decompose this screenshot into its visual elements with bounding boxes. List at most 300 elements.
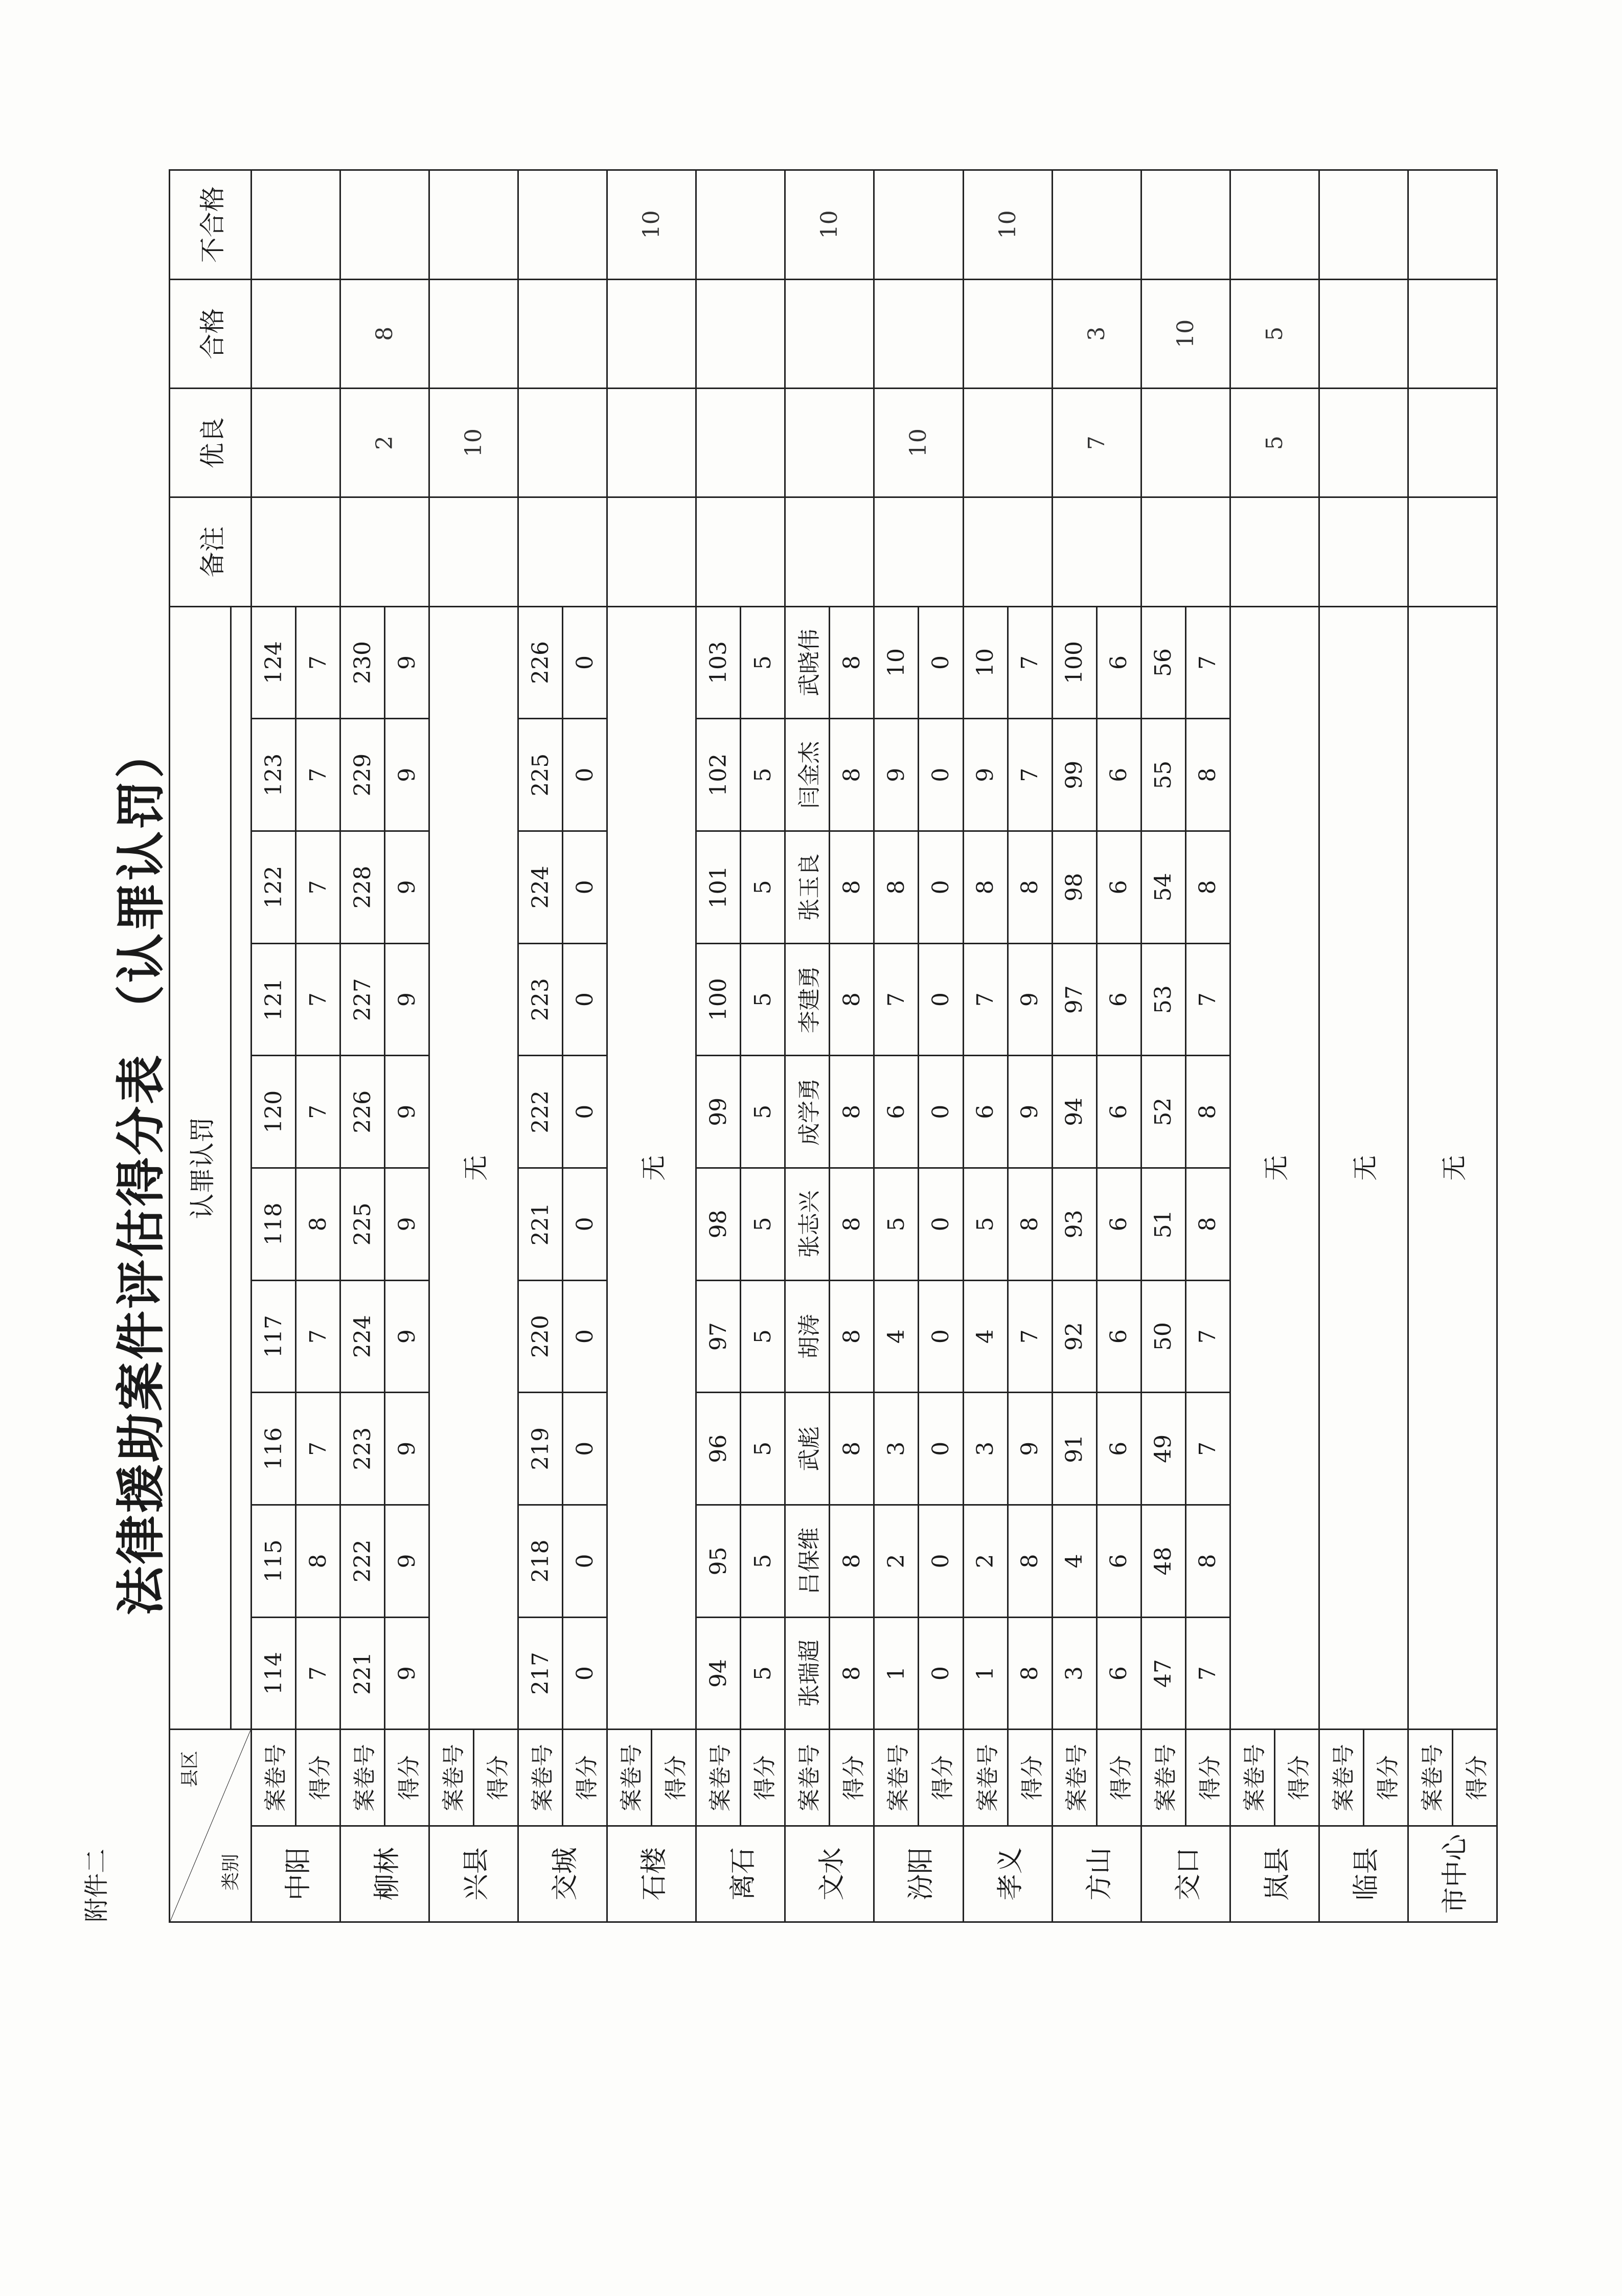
county-name: 临县 (1319, 1826, 1408, 1922)
score-cell: 5 (741, 1617, 785, 1730)
case-number-cell: 李建勇 (785, 943, 830, 1056)
case-number-cell: 1 (874, 1617, 919, 1730)
score-cell: 8 (830, 1280, 874, 1393)
case-number-cell: 92 (1052, 1280, 1096, 1393)
case-number-cell: 2 (874, 1505, 919, 1618)
table-row (1052, 170, 1096, 1922)
case-no-label: 案卷号 (340, 1730, 385, 1826)
score-cell: 8 (1008, 831, 1052, 944)
score-label: 得分 (1452, 1730, 1497, 1826)
county-name: 离石 (696, 1826, 785, 1922)
case-number-cell: 93 (1052, 1168, 1096, 1281)
score-label: 得分 (1363, 1730, 1408, 1826)
excellent-count (696, 388, 785, 497)
score-cell: 8 (830, 1056, 874, 1168)
score-cell: 0 (563, 1617, 607, 1730)
score-cell: 9 (1008, 1056, 1052, 1168)
none-cell: 无 (429, 606, 518, 1730)
case-number-cell: 225 (340, 1168, 385, 1281)
unqualified-count: 10 (963, 170, 1052, 280)
county-name: 交城 (518, 1826, 607, 1922)
score-cell: 7 (1185, 606, 1230, 719)
unqualified-count (696, 170, 785, 280)
excellent-header: 优良 (170, 388, 252, 497)
score-cell: 0 (919, 831, 963, 944)
score-cell: 8 (1185, 1056, 1230, 1168)
case-number-cell: 226 (518, 606, 563, 719)
case-number-cell: 10 (874, 606, 919, 719)
case-number-cell: 成学勇 (785, 1056, 830, 1168)
excellent-count: 7 (1052, 388, 1141, 497)
score-cell: 7 (1185, 943, 1230, 1056)
case-number-cell: 5 (963, 1168, 1008, 1281)
score-cell: 0 (563, 831, 607, 944)
case-number-cell: 124 (252, 606, 296, 719)
case-number-cell: 118 (252, 1168, 296, 1281)
table-row (518, 170, 563, 1922)
excellent-count (1319, 388, 1408, 497)
score-cell: 9 (385, 1280, 429, 1393)
case-number-cell: 张志兴 (785, 1168, 830, 1281)
table-row (429, 170, 474, 1922)
score-cell: 9 (385, 943, 429, 1056)
unqualified-count (874, 170, 963, 280)
score-cell: 8 (830, 1617, 874, 1730)
case-number-cell: 武晓伟 (785, 606, 830, 719)
score-cell: 8 (1008, 1617, 1052, 1730)
score-cell: 6 (1096, 831, 1141, 944)
case-number-cell: 222 (340, 1505, 385, 1618)
score-label: 得分 (385, 1730, 429, 1826)
excellent-count: 5 (1230, 388, 1319, 497)
county-name: 交口 (1141, 1826, 1230, 1922)
qualified-count: 3 (1052, 279, 1141, 388)
case-number-cell: 219 (518, 1393, 563, 1505)
county-name: 方山 (1052, 1826, 1141, 1922)
unqualified-count (252, 170, 340, 280)
score-cell: 8 (296, 1168, 340, 1281)
case-number-cell: 6 (874, 1056, 919, 1168)
case-number-cell: 227 (340, 943, 385, 1056)
score-cell: 0 (919, 943, 963, 1056)
score-cell: 0 (563, 1393, 607, 1505)
score-cell: 7 (1008, 1280, 1052, 1393)
score-cell: 8 (1008, 1505, 1052, 1618)
score-cell: 8 (830, 1168, 874, 1281)
case-number-cell: 9 (874, 719, 919, 831)
qualified-count: 8 (340, 279, 429, 388)
excellent-count (785, 388, 874, 497)
score-label: 得分 (741, 1730, 785, 1826)
case-number-cell: 3 (1052, 1617, 1096, 1730)
case-number-cell: 230 (340, 606, 385, 719)
unqualified-count (1230, 170, 1319, 280)
case-number-cell: 9 (963, 719, 1008, 831)
county-name: 石楼 (607, 1826, 696, 1922)
case-number-cell: 101 (696, 831, 741, 944)
score-cell: 5 (741, 1056, 785, 1168)
score-cell: 8 (1008, 1168, 1052, 1281)
case-number-cell: 221 (518, 1168, 563, 1281)
score-cell: 5 (741, 943, 785, 1056)
table-row (1408, 170, 1452, 1922)
score-cell: 7 (296, 1280, 340, 1393)
case-number-cell: 53 (1141, 943, 1185, 1056)
case-number-cell: 4 (874, 1280, 919, 1393)
county-name: 市中心 (1408, 1826, 1497, 1922)
score-cell: 7 (296, 719, 340, 831)
score-cell: 5 (741, 1168, 785, 1281)
county-name: 汾阳 (874, 1826, 963, 1922)
case-number-cell: 228 (340, 831, 385, 944)
unqualified-count (1319, 170, 1408, 280)
case-number-cell: 96 (696, 1393, 741, 1505)
remark-cell (252, 497, 340, 606)
remark-cell (696, 497, 785, 606)
case-number-cell: 115 (252, 1505, 296, 1618)
score-table (169, 169, 1498, 1923)
case-number-cell: 224 (518, 831, 563, 944)
qualified-count: 5 (1230, 279, 1319, 388)
unqualified-count (1141, 170, 1230, 280)
unqualified-count (340, 170, 429, 280)
score-cell: 9 (385, 1056, 429, 1168)
county-name: 柳林 (340, 1826, 429, 1922)
category-header: 类别 (220, 1853, 241, 1891)
county-name: 中阳 (252, 1826, 340, 1922)
score-cell: 9 (1008, 1393, 1052, 1505)
case-number-cell: 97 (1052, 943, 1096, 1056)
score-cell: 5 (741, 1505, 785, 1618)
score-label: 得分 (474, 1730, 518, 1826)
score-cell: 5 (741, 831, 785, 944)
unqualified-count: 10 (785, 170, 874, 280)
case-number-cell: 99 (696, 1056, 741, 1168)
case-number-cell: 114 (252, 1617, 296, 1730)
case-no-label: 案卷号 (785, 1730, 830, 1826)
case-number-cell: 224 (340, 1280, 385, 1393)
case-number-cell: 50 (1141, 1280, 1185, 1393)
case-number-cell: 49 (1141, 1393, 1185, 1505)
none-cell: 无 (607, 606, 696, 1730)
case-number-cell: 51 (1141, 1168, 1185, 1281)
case-no-label: 案卷号 (963, 1730, 1008, 1826)
case-no-label: 案卷号 (1141, 1730, 1185, 1826)
score-cell: 8 (1185, 719, 1230, 831)
excellent-count (1141, 388, 1230, 497)
table-row (963, 170, 1008, 1922)
case-no-label: 案卷号 (518, 1730, 563, 1826)
score-cell: 9 (385, 1617, 429, 1730)
qualified-count (874, 279, 963, 388)
case-number-cell: 5 (874, 1168, 919, 1281)
qualified-count (429, 279, 518, 388)
unqualified-header: 不合格 (170, 170, 252, 280)
case-number-cell: 98 (1052, 831, 1096, 944)
attachment-label: 附件二 (82, 1848, 111, 1922)
case-number-cell: 94 (1052, 1056, 1096, 1168)
case-number-cell: 4 (963, 1280, 1008, 1393)
score-cell: 7 (296, 606, 340, 719)
county-area-header: 县区 (179, 1751, 200, 1788)
case-number-cell: 120 (252, 1056, 296, 1168)
remark-cell (340, 497, 429, 606)
case-number-cell: 1 (963, 1617, 1008, 1730)
qualified-count (252, 279, 340, 388)
remark-header: 备注 (170, 497, 252, 606)
remark-cell (1141, 497, 1230, 606)
score-cell: 7 (296, 1056, 340, 1168)
score-cell: 0 (919, 1056, 963, 1168)
case-number-cell: 3 (874, 1393, 919, 1505)
case-number-cell: 102 (696, 719, 741, 831)
score-cell: 6 (1096, 1617, 1141, 1730)
excellent-count: 10 (874, 388, 963, 497)
excellent-count (963, 388, 1052, 497)
score-cell: 8 (1185, 1168, 1230, 1281)
case-number-cell: 122 (252, 831, 296, 944)
county-name: 兴县 (429, 1826, 518, 1922)
case-number-cell: 7 (963, 943, 1008, 1056)
case-number-cell: 98 (696, 1168, 741, 1281)
score-cell: 0 (563, 1280, 607, 1393)
case-number-cell: 47 (1141, 1617, 1185, 1730)
case-no-label: 案卷号 (874, 1730, 919, 1826)
table-row (1230, 170, 1274, 1922)
score-cell: 9 (385, 719, 429, 831)
case-number-cell: 225 (518, 719, 563, 831)
score-label: 得分 (1008, 1730, 1052, 1826)
qualified-header: 合格 (170, 279, 252, 388)
score-cell: 0 (919, 606, 963, 719)
score-label: 得分 (1096, 1730, 1141, 1826)
score-cell: 0 (563, 943, 607, 1056)
case-no-label: 案卷号 (1230, 1730, 1274, 1826)
case-number-cell: 10 (963, 606, 1008, 719)
score-cell: 9 (385, 606, 429, 719)
county-name: 文水 (785, 1826, 874, 1922)
group-header: 认罪认罚 (170, 606, 231, 1730)
case-number-cell: 武彪 (785, 1393, 830, 1505)
remark-cell (1052, 497, 1141, 606)
case-number-cell: 闫金杰 (785, 719, 830, 831)
score-cell: 5 (741, 1280, 785, 1393)
case-number-cell: 121 (252, 943, 296, 1056)
case-number-cell: 223 (518, 943, 563, 1056)
excellent-count: 10 (429, 388, 518, 497)
score-cell: 6 (1096, 719, 1141, 831)
case-number-cell: 217 (518, 1617, 563, 1730)
score-cell: 5 (741, 1393, 785, 1505)
score-cell: 9 (385, 1505, 429, 1618)
page-title: 法律援助案件评估得分表 （认罪认罚） (112, 727, 170, 1616)
score-cell: 7 (296, 831, 340, 944)
score-label: 得分 (652, 1730, 696, 1826)
table-row (1141, 170, 1185, 1922)
score-cell: 7 (296, 943, 340, 1056)
case-number-cell: 222 (518, 1056, 563, 1168)
case-number-cell: 吕保维 (785, 1505, 830, 1618)
score-cell: 6 (1096, 1168, 1141, 1281)
case-number-cell: 103 (696, 606, 741, 719)
case-number-cell: 99 (1052, 719, 1096, 831)
score-cell: 6 (1096, 943, 1141, 1056)
remark-cell (963, 497, 1052, 606)
score-cell: 7 (296, 1393, 340, 1505)
case-number-cell: 123 (252, 719, 296, 831)
case-number-cell: 54 (1141, 831, 1185, 944)
case-number-cell: 100 (1052, 606, 1096, 719)
case-number-cell: 91 (1052, 1393, 1096, 1505)
score-cell: 0 (563, 1505, 607, 1618)
case-number-cell: 221 (340, 1617, 385, 1730)
score-label: 得分 (563, 1730, 607, 1826)
unqualified-count (1052, 170, 1141, 280)
score-cell: 7 (1008, 606, 1052, 719)
none-cell: 无 (1408, 606, 1497, 1730)
case-number-cell: 218 (518, 1505, 563, 1618)
score-cell: 6 (1096, 1505, 1141, 1618)
case-number-cell: 56 (1141, 606, 1185, 719)
case-no-label: 案卷号 (696, 1730, 741, 1826)
case-number-cell: 张玉良 (785, 831, 830, 944)
case-number-cell: 8 (874, 831, 919, 944)
case-number-cell: 3 (963, 1393, 1008, 1505)
case-no-label: 案卷号 (1052, 1730, 1096, 1826)
table-row (874, 170, 919, 1922)
score-cell: 0 (919, 1393, 963, 1505)
case-number-cell: 4 (1052, 1505, 1096, 1618)
score-cell: 7 (1185, 1393, 1230, 1505)
case-number-cell: 55 (1141, 719, 1185, 831)
header-corner (170, 1730, 252, 1922)
remark-cell (1319, 497, 1408, 606)
remark-cell (1230, 497, 1319, 606)
case-no-label: 案卷号 (1319, 1730, 1363, 1826)
case-number-cell: 95 (696, 1505, 741, 1618)
qualified-count (518, 279, 607, 388)
score-cell: 8 (830, 1505, 874, 1618)
score-cell: 5 (741, 606, 785, 719)
case-no-label: 案卷号 (252, 1730, 296, 1826)
unqualified-count (518, 170, 607, 280)
table-row (696, 170, 741, 1922)
unqualified-count (1408, 170, 1497, 280)
score-cell: 9 (385, 1168, 429, 1281)
table-row (1319, 170, 1363, 1922)
excellent-count (1408, 388, 1497, 497)
score-cell: 0 (919, 1280, 963, 1393)
none-cell: 无 (1319, 606, 1408, 1730)
remark-cell (607, 497, 696, 606)
unqualified-count (429, 170, 518, 280)
score-cell: 6 (1096, 1393, 1141, 1505)
score-cell: 9 (385, 831, 429, 944)
score-cell: 6 (1096, 1280, 1141, 1393)
case-number-cell: 52 (1141, 1056, 1185, 1168)
excellent-count (518, 388, 607, 497)
score-cell: 0 (563, 1056, 607, 1168)
qualified-count: 10 (1141, 279, 1230, 388)
score-cell: 8 (830, 719, 874, 831)
case-number-cell: 116 (252, 1393, 296, 1505)
score-label: 得分 (830, 1730, 874, 1826)
case-number-cell: 48 (1141, 1505, 1185, 1618)
case-no-label: 案卷号 (1408, 1730, 1452, 1826)
remark-cell (874, 497, 963, 606)
score-cell: 0 (919, 1617, 963, 1730)
case-number-cell: 226 (340, 1056, 385, 1168)
qualified-count (696, 279, 785, 388)
case-number-cell: 8 (963, 831, 1008, 944)
case-no-label: 案卷号 (429, 1730, 474, 1826)
score-cell: 8 (296, 1505, 340, 1618)
qualified-count (1408, 279, 1497, 388)
excellent-count: 2 (340, 388, 429, 497)
county-name: 孝义 (963, 1826, 1052, 1922)
score-cell: 7 (1185, 1280, 1230, 1393)
score-cell: 0 (563, 719, 607, 831)
score-cell: 8 (830, 831, 874, 944)
score-cell: 0 (919, 719, 963, 831)
case-number-cell: 97 (696, 1280, 741, 1393)
case-number-cell: 胡涛 (785, 1280, 830, 1393)
table-row (785, 170, 830, 1922)
qualified-count (1319, 279, 1408, 388)
case-number-cell: 6 (963, 1056, 1008, 1168)
excellent-count (607, 388, 696, 497)
score-cell: 8 (830, 606, 874, 719)
qualified-count (963, 279, 1052, 388)
none-cell: 无 (1230, 606, 1319, 1730)
excellent-count (252, 388, 340, 497)
score-cell: 7 (1008, 719, 1052, 831)
score-cell: 8 (1185, 1505, 1230, 1618)
table-row (340, 170, 385, 1922)
table-row (252, 170, 296, 1922)
table-row (607, 170, 652, 1922)
case-number-cell: 229 (340, 719, 385, 831)
score-cell: 8 (1185, 831, 1230, 944)
case-number-cell: 220 (518, 1280, 563, 1393)
score-cell: 6 (1096, 1056, 1141, 1168)
score-label: 得分 (919, 1730, 963, 1826)
qualified-count (607, 279, 696, 388)
score-cell: 8 (830, 943, 874, 1056)
score-cell: 9 (385, 1393, 429, 1505)
unqualified-count: 10 (607, 170, 696, 280)
score-label: 得分 (1274, 1730, 1319, 1826)
score-cell: 5 (741, 719, 785, 831)
remark-cell (429, 497, 518, 606)
score-label: 得分 (296, 1730, 340, 1826)
score-cell: 0 (563, 1168, 607, 1281)
score-cell: 8 (830, 1393, 874, 1505)
county-name: 岚县 (1230, 1826, 1319, 1922)
score-cell: 0 (919, 1505, 963, 1618)
case-no-label: 案卷号 (607, 1730, 652, 1826)
case-number-cell: 117 (252, 1280, 296, 1393)
case-number-cell: 223 (340, 1393, 385, 1505)
score-cell: 0 (563, 606, 607, 719)
remark-cell (518, 497, 607, 606)
score-cell: 0 (919, 1168, 963, 1281)
score-cell: 7 (296, 1617, 340, 1730)
qualified-count (785, 279, 874, 388)
remark-cell (1408, 497, 1497, 606)
score-cell: 9 (1008, 943, 1052, 1056)
case-number-cell: 7 (874, 943, 919, 1056)
